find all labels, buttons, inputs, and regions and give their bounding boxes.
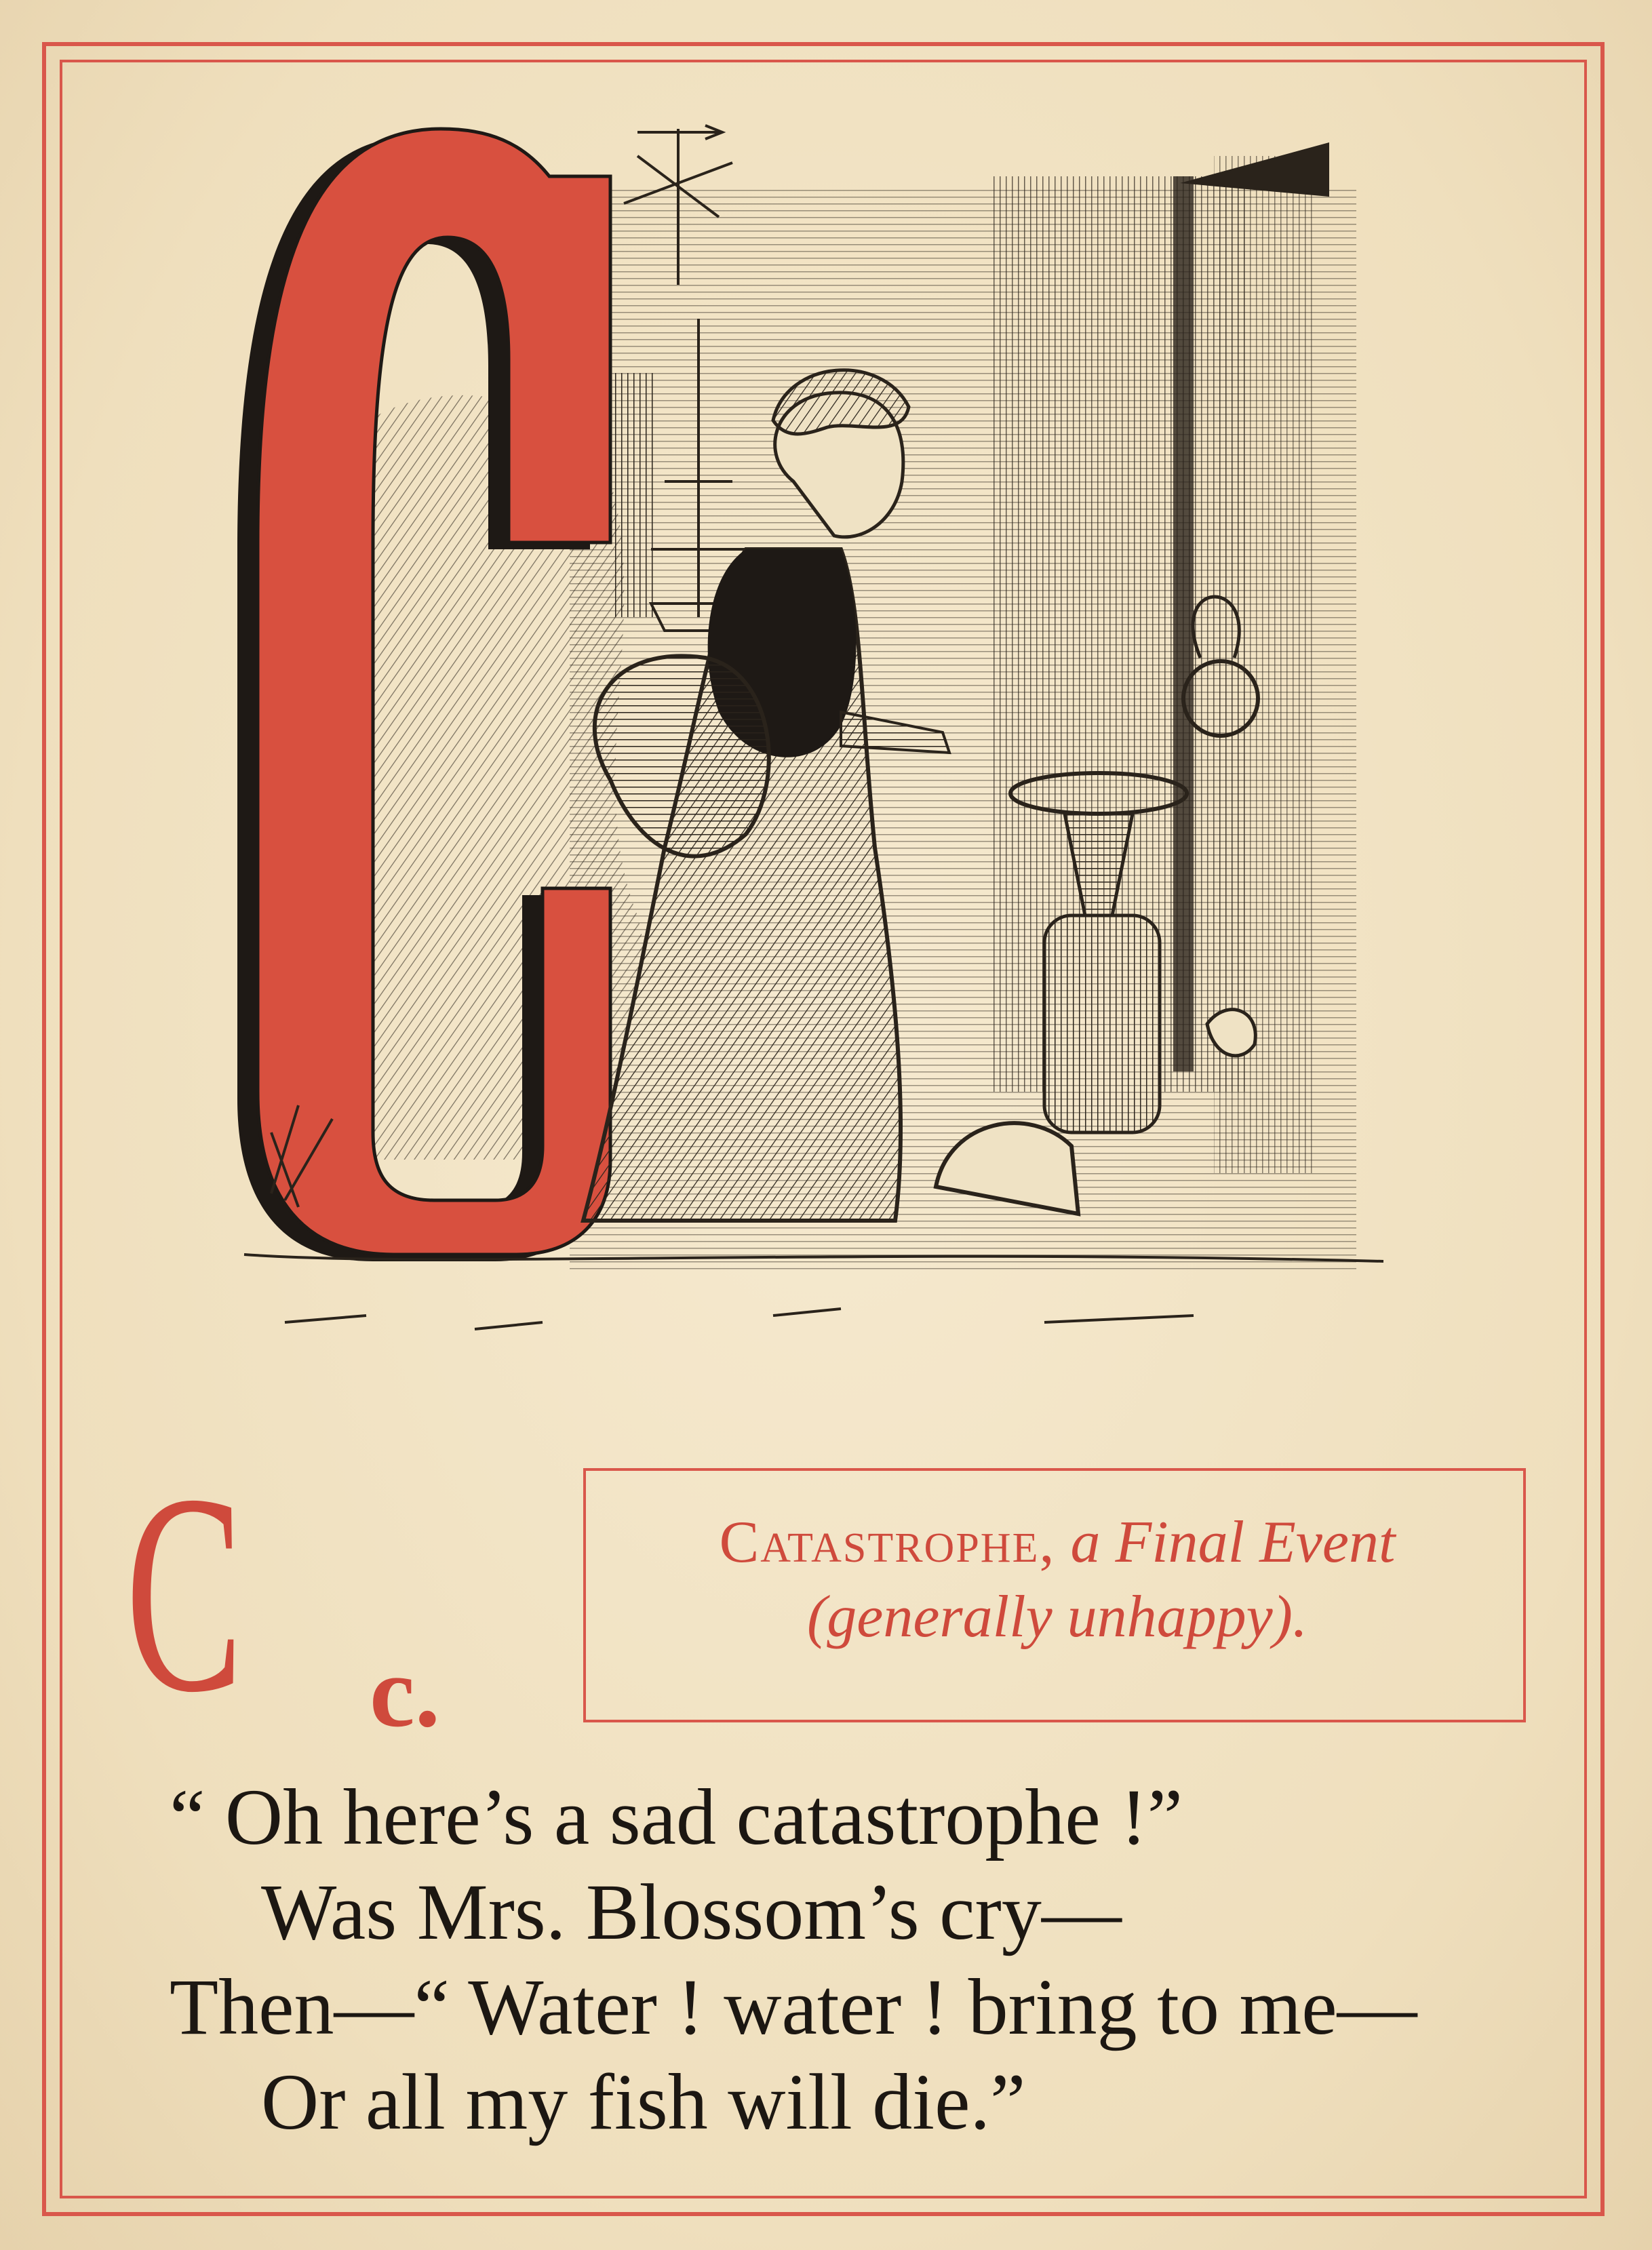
- verse-line: Then—“ Water ! water ! bring to me—: [170, 1962, 1417, 2051]
- engraving-illustration: [231, 102, 1424, 1424]
- verse-line: Or all my fish will die.”: [261, 2057, 1026, 2146]
- definition-meaning: a Final Event: [1055, 1509, 1396, 1575]
- definition-box: [583, 1468, 1526, 1722]
- definition-term: Catastrophe,: [719, 1509, 1056, 1575]
- verse: [170, 1770, 1526, 2150]
- definition-line-1: [586, 1508, 1529, 1577]
- verse-line: “ Oh here’s a sad catastrophe !”: [170, 1773, 1183, 1861]
- verse-line: Was Mrs. Blossom’s cry—: [261, 1868, 1122, 1956]
- definition-line-2: (generally unhappy).: [807, 1584, 1307, 1650]
- caption-small-letter: c.: [370, 1636, 441, 1748]
- caption-capital-letter: C: [125, 1436, 243, 1751]
